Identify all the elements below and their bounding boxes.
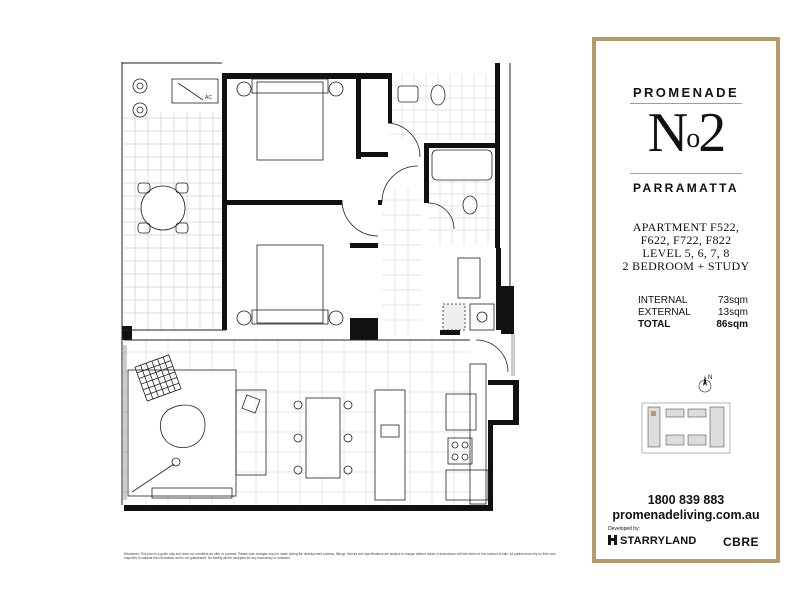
info-panel xyxy=(592,37,780,563)
contact-phone[interactable]: 1800 839 883 xyxy=(647,493,725,507)
apartment-details xyxy=(596,221,776,273)
living-area xyxy=(128,355,488,504)
area-label: INTERNAL xyxy=(638,295,688,306)
brand-name-top: PROMENADE xyxy=(632,85,740,100)
bedroom-2 xyxy=(237,166,418,325)
balcony xyxy=(133,79,218,233)
area-row-internal xyxy=(638,295,758,307)
starryland-logo xyxy=(608,535,697,547)
area-value: 86sqm xyxy=(716,319,748,330)
apartment-line-1: APARTMENT F522, xyxy=(632,220,740,234)
apartment-line-4: 2 BEDROOM + STUDY xyxy=(622,259,750,273)
compass-label: N xyxy=(708,375,713,381)
cbre-logo: CBRE xyxy=(723,535,760,549)
area-row-external xyxy=(638,307,758,319)
area-value: 13sqm xyxy=(717,307,748,318)
developed-by-label: Developed by: xyxy=(608,526,640,532)
brand-number xyxy=(596,102,776,164)
brand-suburb: PARRAMATTA xyxy=(633,181,739,195)
area-label: TOTAL xyxy=(638,319,671,330)
contact-website[interactable]: promenadeliving.com.au xyxy=(612,508,760,522)
apartment-line-2: F622, F722, F822 xyxy=(640,233,732,247)
area-value: 73sqm xyxy=(717,295,748,306)
apartment-line-3: LEVEL 5, 6, 7, 8 xyxy=(642,246,730,260)
bathroom xyxy=(398,85,492,229)
compass-icon xyxy=(695,373,715,395)
divider-bottom xyxy=(630,173,742,174)
starryland-icon xyxy=(608,535,617,545)
brand-number-value: 2 xyxy=(698,102,725,164)
disclaimer-text: Disclaimer: This plan is a guide only and does not constitute an offer or contract. Please note changes may be made during the development process, fittings, fixtures and specifications are subject to change without notice in accordance with the terms of the contract of sale. All parties must rely on their own enquiries to validate the information and is not guaranteed. No liability will be accepted for any inaccuracy or omission. xyxy=(124,552,556,561)
starryland-text: STARRYLAND xyxy=(620,535,697,547)
ac-label: AC xyxy=(205,95,212,101)
bedroom-1 xyxy=(237,79,420,160)
brand-number-prefix: N xyxy=(647,102,687,164)
area-table xyxy=(638,295,758,331)
area-row-total xyxy=(638,319,758,331)
area-label: EXTERNAL xyxy=(638,307,691,318)
brand-number-sup: o xyxy=(686,123,699,154)
hall-tiles xyxy=(382,188,422,335)
keyplan-icon xyxy=(640,397,732,459)
